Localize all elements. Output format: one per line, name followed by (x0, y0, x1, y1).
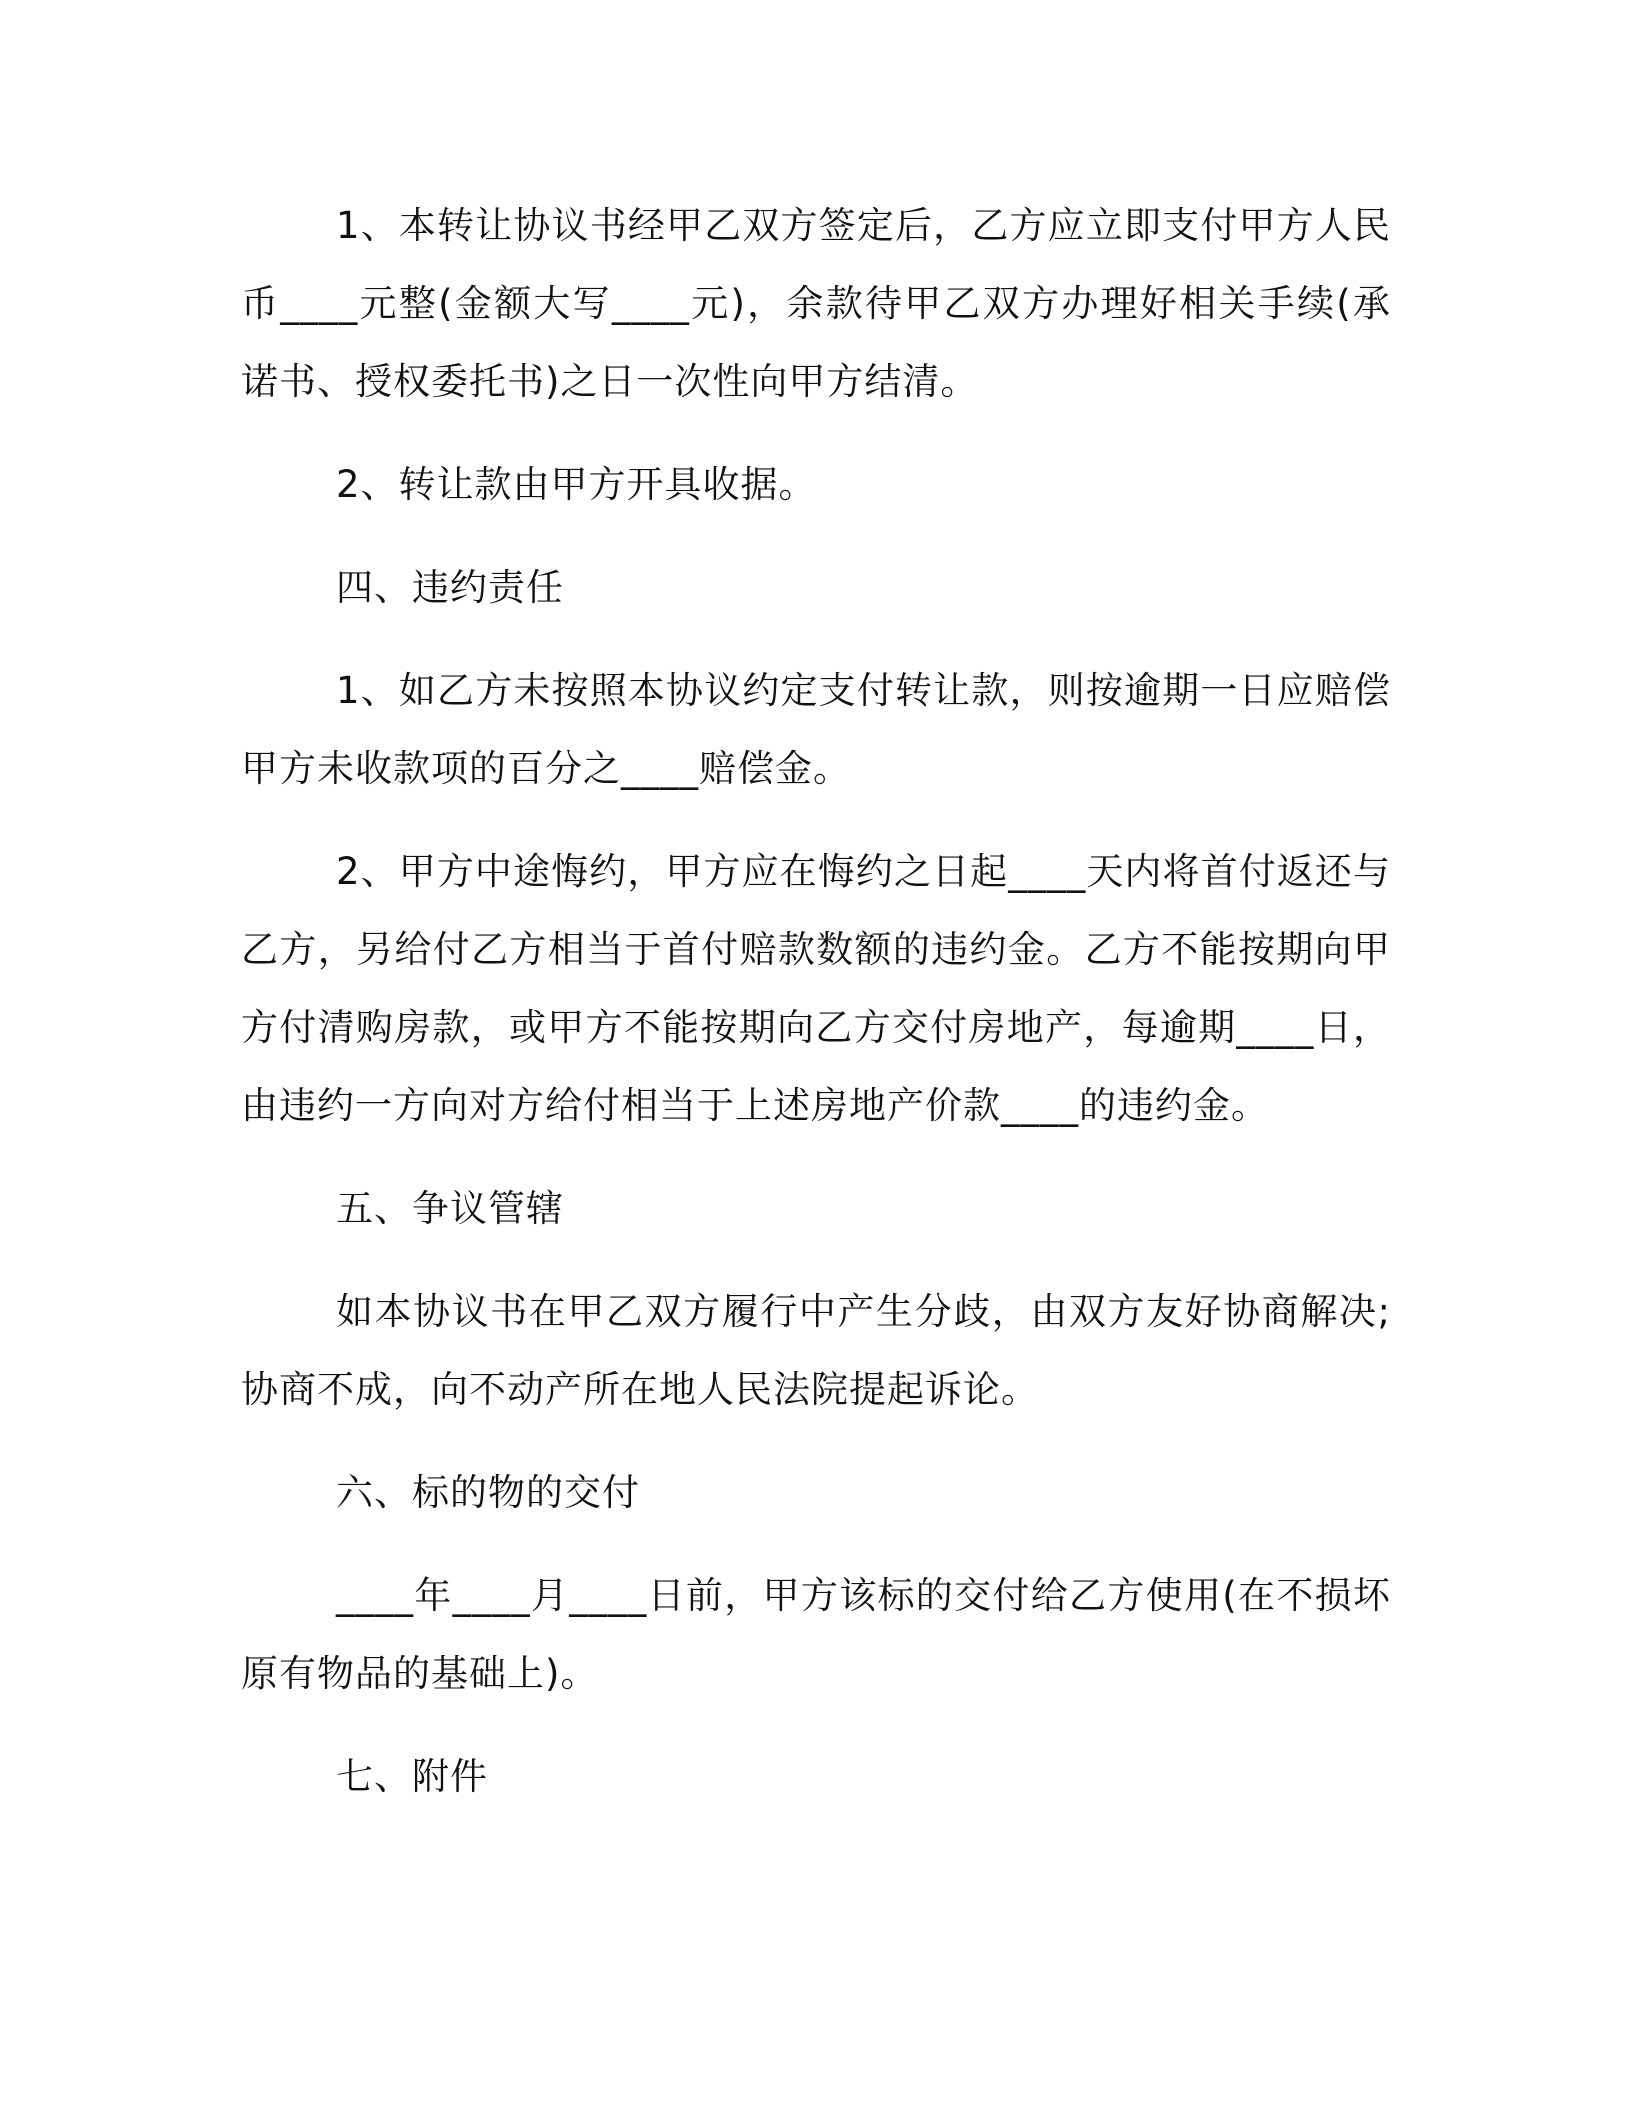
paragraph-payment-1: 1、本转让协议书经甲乙双方签定后，乙方应立即支付甲方人民币____元整(金额大写____元)，余款待甲乙双方办理好相关手续(承诺书、授权委托书)之日一次性向甲方结清。 (241, 204, 1391, 403)
paragraph-dispute: 如本协议书在甲乙双方履行中产生分歧，由双方友好协商解决;协商不成，向不动产所在地人民法院提起诉论。 (241, 1290, 1391, 1411)
section-heading-dispute-jurisdiction: 五、争议管辖 (336, 1187, 564, 1230)
section-heading-delivery: 六、标的物的交付 (336, 1471, 640, 1514)
paragraph-delivery: ____年____月____日前，甲方该标的交付给乙方使用(在不损坏原有物品的基础上)。 (241, 1574, 1391, 1695)
paragraph-breach-1: 1、如乙方未按照本协议约定支付转让款，则按逾期一日应赔偿甲方未收款项的百分之____赔偿金。 (241, 669, 1391, 790)
document-body (241, 187, 1391, 1841)
paragraph-breach-2: 2、甲方中途悔约，甲方应在悔约之日起____天内将首付返还与乙方，另给付乙方相当于首付赔款数额的违约金。乙方不能按期向甲方付清购房款，或甲方不能按期向乙方交付房地产，每逾期____日，由违约一方向对方给付相当于上述房地产价款____的违约金。 (241, 850, 1391, 1127)
section-heading-attachments: 七、附件 (336, 1755, 488, 1798)
paragraph-payment-2: 2、转让款由甲方开具收据。 (336, 463, 817, 506)
section-heading-breach-liability: 四、违约责任 (336, 566, 564, 609)
